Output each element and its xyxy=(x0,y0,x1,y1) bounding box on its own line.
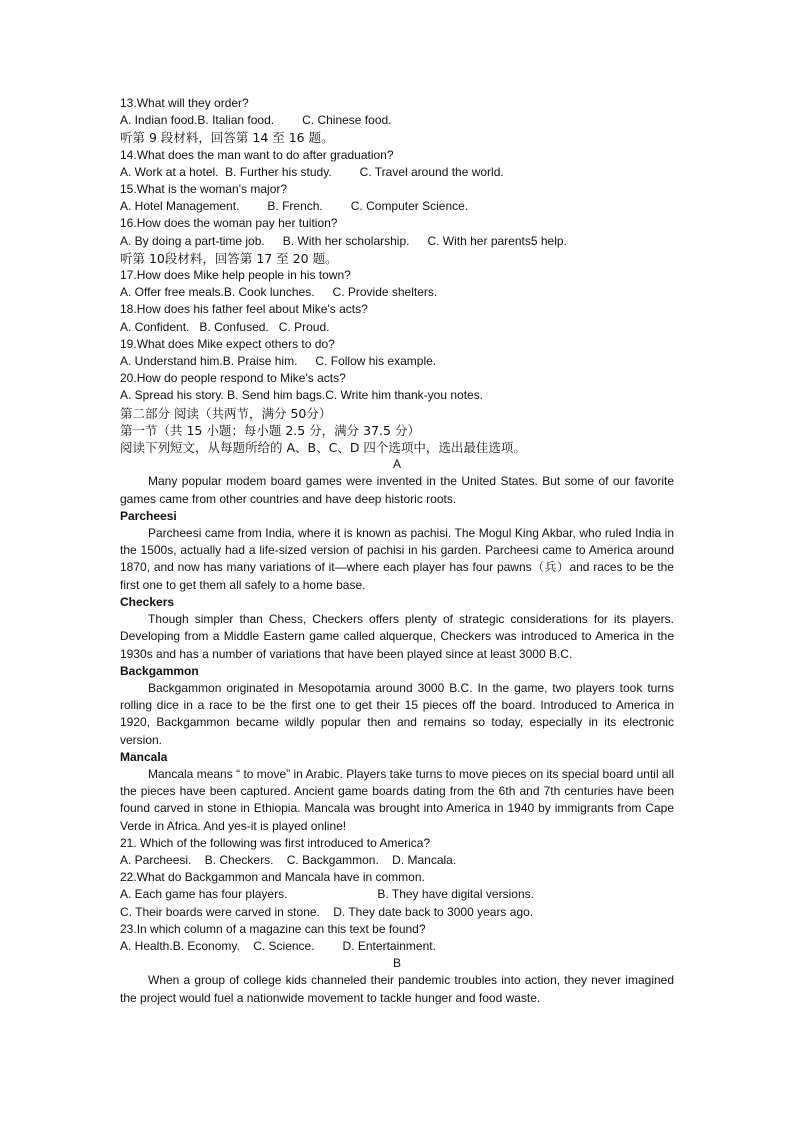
question-18: 18.How does his father feel about Mike's acts? xyxy=(120,302,368,317)
question-17: 17.How does Mike help people in his town? xyxy=(120,268,351,283)
passage-b-label: B xyxy=(392,956,401,971)
question-15-options: A. Hotel Management. B. French. C. Computer Science. xyxy=(120,199,469,214)
question-14-options: A. Work at a hotel. B. Further his study. C. Travel around the world. xyxy=(120,164,504,179)
question-20-options: A. Spread his story. B. Send him bags.C. Write him thank-you notes. xyxy=(120,388,484,403)
part-2-heading: 第二部分 阅读（共两节，满分 50分） xyxy=(120,405,332,421)
question-19: 19.What does Mike expect others to do? xyxy=(120,336,335,351)
paragraph-backgammon: Backgammon originated in Mesopotamia around 3000 B.C. In the game, two players took turns rolling dice in a race to be the first one to get their 15 pieces off the board. Introduced to America in 1920, Backgammon became wildly popular then and remains so today, especially in its electronic version. xyxy=(120,680,674,747)
question-15: 15.What is the woman's major? xyxy=(120,182,288,197)
paragraph-checkers: Though simpler than Chess, Checkers offers plenty of strategic considerations for its players. Developing from a Middle Eastern game called alquerque, Checkers was introduced to America in the 1930s and has a number of variations that have been played since at least 3000 B.C. xyxy=(120,612,674,661)
heading-mancala: Mancala xyxy=(120,749,168,764)
question-21: 21. Which of the following was first introduced to America? xyxy=(120,835,431,850)
paragraph-mancala: Mancala means “ to move” in Arabic. Players take turns to move pieces on its special board until all the pieces have been captured. Ancient game boards dating from the 6th and 7th centuries have been found carved in stone in Ethiopia. Mancala was brought into America in 1940 by immigrants from Cape Verde in Africa. And yes-it is played online! xyxy=(120,766,674,833)
paragraph-parcheesi: Parcheesi came from India, where it is known as pachisi. The Mogul King Akbar, who ruled India in the 1500s, actually had a life-sized version of pachisi in his garden. Parcheesi came to America around 1870, and now has many variations of it—where each player has four pawns（兵）and races to be the first one to get them all safely to a home base. xyxy=(120,526,674,592)
question-13: 13.What will they order? xyxy=(120,96,249,110)
question-23: 23.In which column of a magazine can this text be found? xyxy=(120,921,426,936)
question-20: 20.How do people respond to Mike's acts? xyxy=(120,371,346,386)
question-23-options: A. Health.B. Economy. C. Science. D. Entertainment. xyxy=(120,938,436,953)
heading-backgammon: Backgammon xyxy=(120,663,199,678)
question-22-options-cd: C. Their boards were carved in stone. D. They date back to 3000 years ago. xyxy=(120,904,534,919)
reading-instruction: 阅读下列短文，从每题所给的 A、B、C、D 四个选项中，选出最佳选项。 xyxy=(120,440,526,456)
section-10-instruction: 听第 10段材料，回答第 17 至 20 题。 xyxy=(120,250,338,266)
question-14: 14.What does the man want to do after graduation? xyxy=(120,147,394,162)
question-18-options: A. Confident. B. Confused. C. Proud. xyxy=(120,319,330,334)
section-9-instruction: 听第 9 段材料，回答第 14 至 16 题。 xyxy=(120,130,334,146)
question-13-options: A. Indian food.B. Italian food. C. Chinese food. xyxy=(120,113,392,128)
question-16: 16.How does the woman pay her tuition? xyxy=(120,216,338,231)
question-17-options: A. Offer free meals.B. Cook lunches. C. Provide shelters. xyxy=(120,285,438,300)
exam-page xyxy=(120,95,674,1007)
passage-a-intro: Many popular modem board games were invented in the United States. But some of our favorite games came from other countries and have deep historic roots. xyxy=(120,474,674,506)
question-16-options: A. By doing a part-time job. B. With her scholarship. C. With her parents5 help. xyxy=(120,233,567,248)
passage-a-label: A xyxy=(392,457,401,472)
question-21-options: A. Parcheesi. B. Checkers. C. Backgammon. D. Mancala. xyxy=(120,852,457,867)
question-22-options-ab: A. Each game has four players. B. They have digital versions. xyxy=(120,887,534,902)
question-22: 22.What do Backgammon and Mancala have in common. xyxy=(120,870,425,885)
question-19-options: A. Understand him.B. Praise him. C. Follow his example. xyxy=(120,354,437,369)
passage-b-intro: When a group of college kids channeled their pandemic troubles into action, they never imagined the project would fuel a nationwide movement to tackle hunger and food waste. xyxy=(120,973,674,1005)
heading-checkers: Checkers xyxy=(120,594,175,609)
heading-parcheesi: Parcheesi xyxy=(120,508,177,523)
section-1-heading: 第一节（共 15 小题；每小题 2.5 分，满分 37.5 分） xyxy=(120,422,420,438)
